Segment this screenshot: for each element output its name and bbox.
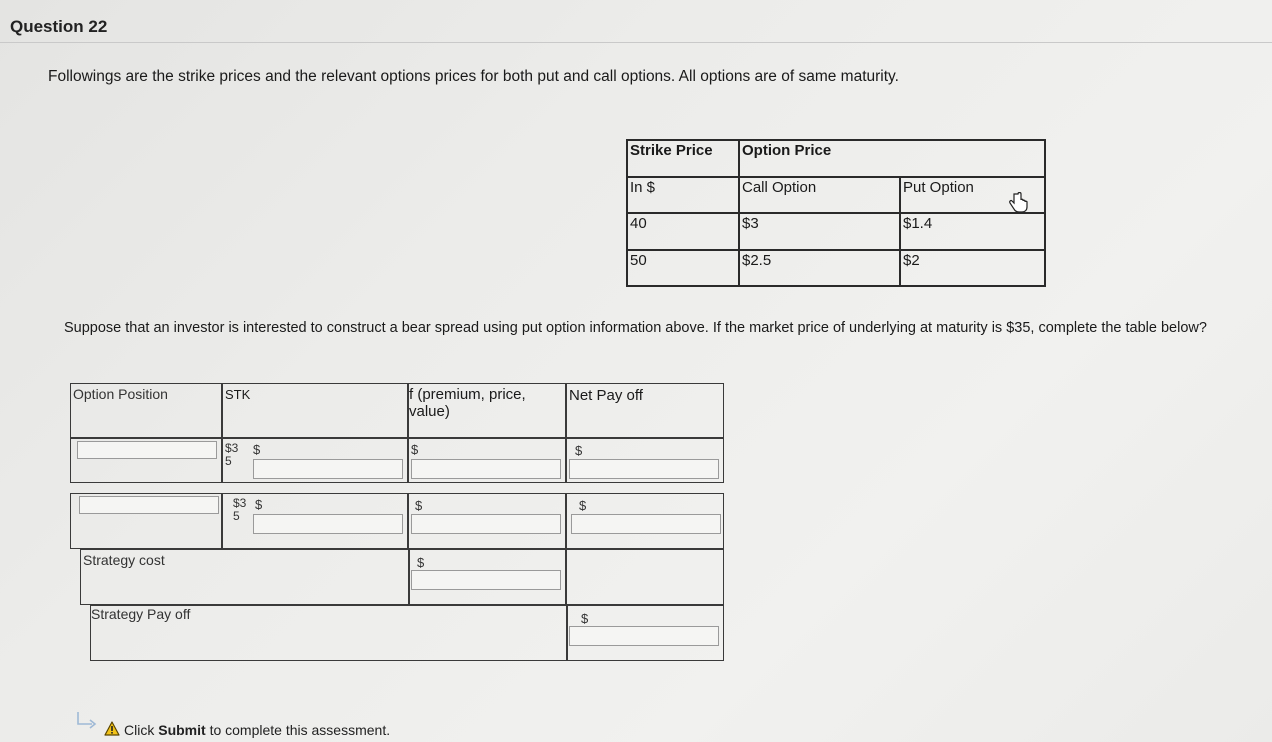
title-divider bbox=[0, 42, 1272, 43]
strategy-payoff-cell bbox=[90, 605, 568, 661]
warning-triangle-icon bbox=[104, 721, 120, 736]
row1-net-cell bbox=[566, 438, 724, 483]
header-stk-cell bbox=[222, 383, 408, 438]
strategy-cost-value-cell bbox=[408, 549, 566, 605]
footer-submit: Submit bbox=[158, 722, 206, 738]
subheader-in-dollars: In $ bbox=[627, 177, 739, 214]
prices-subheader-row bbox=[627, 177, 1045, 214]
intro-text: Followings are the strike prices and the relevant options prices for both put and call options. All options are of same maturity. bbox=[48, 68, 899, 85]
subheader-put-option: Put Option bbox=[900, 177, 1045, 214]
strategy-cost-label: Strategy cost bbox=[83, 552, 165, 568]
header-stk: STK bbox=[225, 387, 251, 402]
header-strike-price: Strike Price bbox=[627, 140, 739, 177]
row1-net-dollar: $ bbox=[575, 443, 583, 458]
return-arrow-icon bbox=[76, 712, 98, 730]
row1-premium-input[interactable] bbox=[411, 459, 561, 479]
row1-stk-dollar: $ bbox=[253, 442, 261, 457]
header-premium-cell bbox=[408, 383, 566, 438]
row2-stk-input[interactable] bbox=[253, 514, 403, 534]
strategy-payoff-value-cell bbox=[566, 605, 724, 661]
strategy-cost-dollar: $ bbox=[417, 555, 425, 570]
strategy-cost-input[interactable] bbox=[411, 570, 561, 590]
call-price-40: $3 bbox=[739, 213, 900, 250]
row1-stk-value: $35 bbox=[225, 441, 239, 468]
row2-stk-dollar: $ bbox=[255, 497, 263, 512]
put-price-50: $2 bbox=[900, 250, 1045, 287]
row2-net-cell bbox=[566, 493, 724, 549]
strategy-cost-cell bbox=[80, 549, 410, 605]
prices-row-50 bbox=[627, 250, 1045, 287]
row2-premium-input[interactable] bbox=[411, 514, 561, 534]
put-price-40: $1.4 bbox=[900, 213, 1045, 250]
strategy-cost-blank-cell bbox=[566, 549, 724, 605]
row1-position-cell bbox=[70, 438, 222, 483]
row1-premium-dollar: $ bbox=[411, 442, 419, 457]
call-price-50: $2.5 bbox=[739, 250, 900, 287]
row2-net-input[interactable] bbox=[571, 514, 721, 534]
suppose-text: Suppose that an investor is interested to construct a bear spread using put option information above. If the market price of underlying at maturity is $35, complete the table below? bbox=[64, 320, 1207, 336]
answer-table bbox=[70, 383, 724, 661]
row2-premium-cell bbox=[408, 493, 566, 549]
row2-position-select[interactable] bbox=[79, 496, 219, 514]
row2-net-dollar: $ bbox=[579, 498, 587, 513]
row2-position-cell bbox=[70, 493, 222, 549]
row1-stk-cell bbox=[222, 438, 408, 483]
header-option-position-cell bbox=[70, 383, 222, 438]
header-empty bbox=[900, 140, 1045, 177]
hand-pointer-icon bbox=[1008, 192, 1028, 214]
prices-header-row bbox=[627, 140, 1045, 177]
strategy-payoff-dollar: $ bbox=[581, 611, 589, 626]
subheader-call-option: Call Option bbox=[739, 177, 900, 214]
prices-table bbox=[626, 139, 1046, 287]
strike-50: 50 bbox=[627, 250, 739, 287]
row2-premium-dollar: $ bbox=[415, 498, 423, 513]
header-premium: f (premium, price, value) bbox=[409, 386, 526, 420]
row1-net-input[interactable] bbox=[569, 459, 719, 479]
row2-stk-value: $35 bbox=[233, 496, 247, 523]
row2-stk-cell bbox=[222, 493, 408, 549]
question-title: Question 22 bbox=[10, 17, 108, 36]
strategy-payoff-input[interactable] bbox=[569, 626, 719, 646]
strategy-payoff-label: Strategy Pay off bbox=[91, 606, 191, 622]
strike-40: 40 bbox=[627, 213, 739, 250]
prices-row-40 bbox=[627, 213, 1045, 250]
footer-message bbox=[124, 722, 390, 738]
header-option-position: Option Position bbox=[73, 386, 168, 402]
footer-suffix: to complete this assessment. bbox=[205, 722, 391, 738]
footer-prefix: Click bbox=[124, 722, 159, 738]
header-net-payoff-cell bbox=[566, 383, 724, 438]
header-option-price: Option Price bbox=[739, 140, 900, 177]
header-net-payoff: Net Pay off bbox=[569, 387, 643, 404]
row1-premium-cell bbox=[408, 438, 566, 483]
row1-stk-input[interactable] bbox=[253, 459, 403, 479]
row1-position-select[interactable] bbox=[77, 441, 217, 459]
